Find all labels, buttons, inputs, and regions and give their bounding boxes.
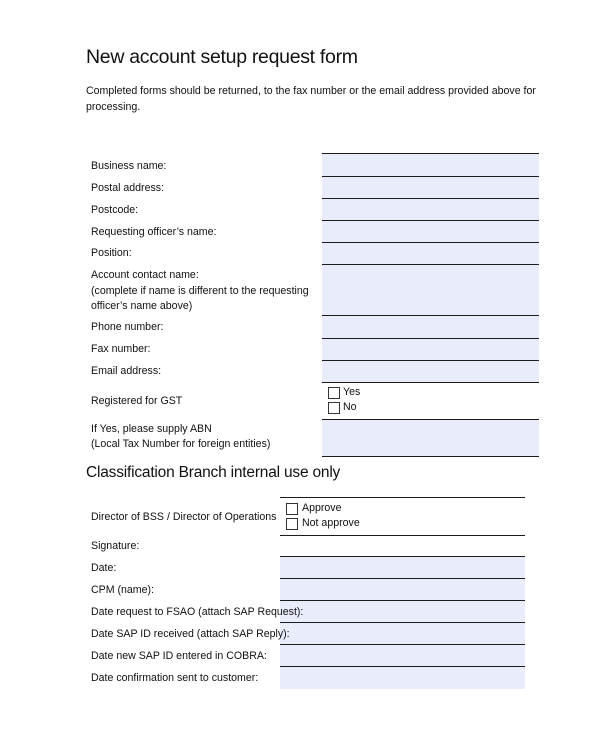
abn-input[interactable] [322,420,539,457]
gst-yes-checkbox[interactable] [328,387,340,399]
account-contact-input[interactable] [322,265,539,316]
label-registered-gst: Registered for GST [91,395,183,407]
label-email-address: Email address: [91,365,162,377]
label-director: Director of BSS / Director of Operations [91,511,277,523]
position-input[interactable] [322,243,539,265]
date-input[interactable] [280,557,525,579]
internal-top-rule [280,497,525,498]
director-bottom-rule [280,535,525,536]
label-confirmation-sent: Date confirmation sent to customer: [91,672,259,684]
form-title: New account setup request form [86,46,358,68]
postcode-input[interactable] [322,199,539,221]
label-account-contact-note-2: officer’s name above) [91,300,193,312]
label-phone-number: Phone number: [91,321,164,333]
cpm-name-input[interactable] [280,579,525,601]
label-postcode: Postcode: [91,204,139,216]
label-signature: Signature: [91,540,140,552]
gst-yes-label: Yes [343,386,361,398]
business-name-input[interactable] [322,154,539,177]
label-cobra-entry: Date new SAP ID entered in COBRA: [91,650,267,662]
label-business-name: Business name: [91,160,167,172]
postal-address-input[interactable] [322,177,539,199]
label-fax-number: Fax number: [91,343,151,355]
label-account-contact-note-1: (complete if name is different to the requesting [91,285,309,297]
fsao-request-date-input[interactable] [280,601,525,623]
label-postal-address: Postal address: [91,182,165,194]
label-sap-id-received: Date SAP ID received (attach SAP Reply): [91,628,290,640]
label-abn: If Yes, please supply ABN [91,423,212,435]
label-abn-note: (Local Tax Number for foreign entities) [91,438,271,450]
confirmation-sent-date-input[interactable] [280,667,525,689]
approve-checkbox[interactable] [286,503,298,515]
fax-number-input[interactable] [322,339,539,361]
sap-id-received-date-input[interactable] [280,623,525,645]
email-address-input[interactable] [322,361,539,383]
label-cpm-name: CPM (name): [91,584,154,596]
cobra-entry-date-input[interactable] [280,645,525,667]
label-position: Position: [91,247,132,259]
approve-label: Approve [302,502,342,514]
gst-no-checkbox[interactable] [328,402,340,414]
not-approve-label: Not approve [302,517,360,529]
phone-number-input[interactable] [322,316,539,339]
gst-no-label: No [343,401,357,413]
form-instructions: Completed forms should be returned, to the fax number or the email address provided above for processing. [86,85,536,113]
label-date: Date: [91,562,117,574]
label-fsao-request: Date request to FSAO (attach SAP Request): [91,606,304,618]
label-requesting-officer: Requesting officer’s name: [91,226,217,238]
not-approve-checkbox[interactable] [286,518,298,530]
internal-use-heading: Classification Branch internal use only [86,464,341,481]
label-account-contact: Account contact name: [91,269,199,281]
requesting-officer-input[interactable] [322,221,539,243]
